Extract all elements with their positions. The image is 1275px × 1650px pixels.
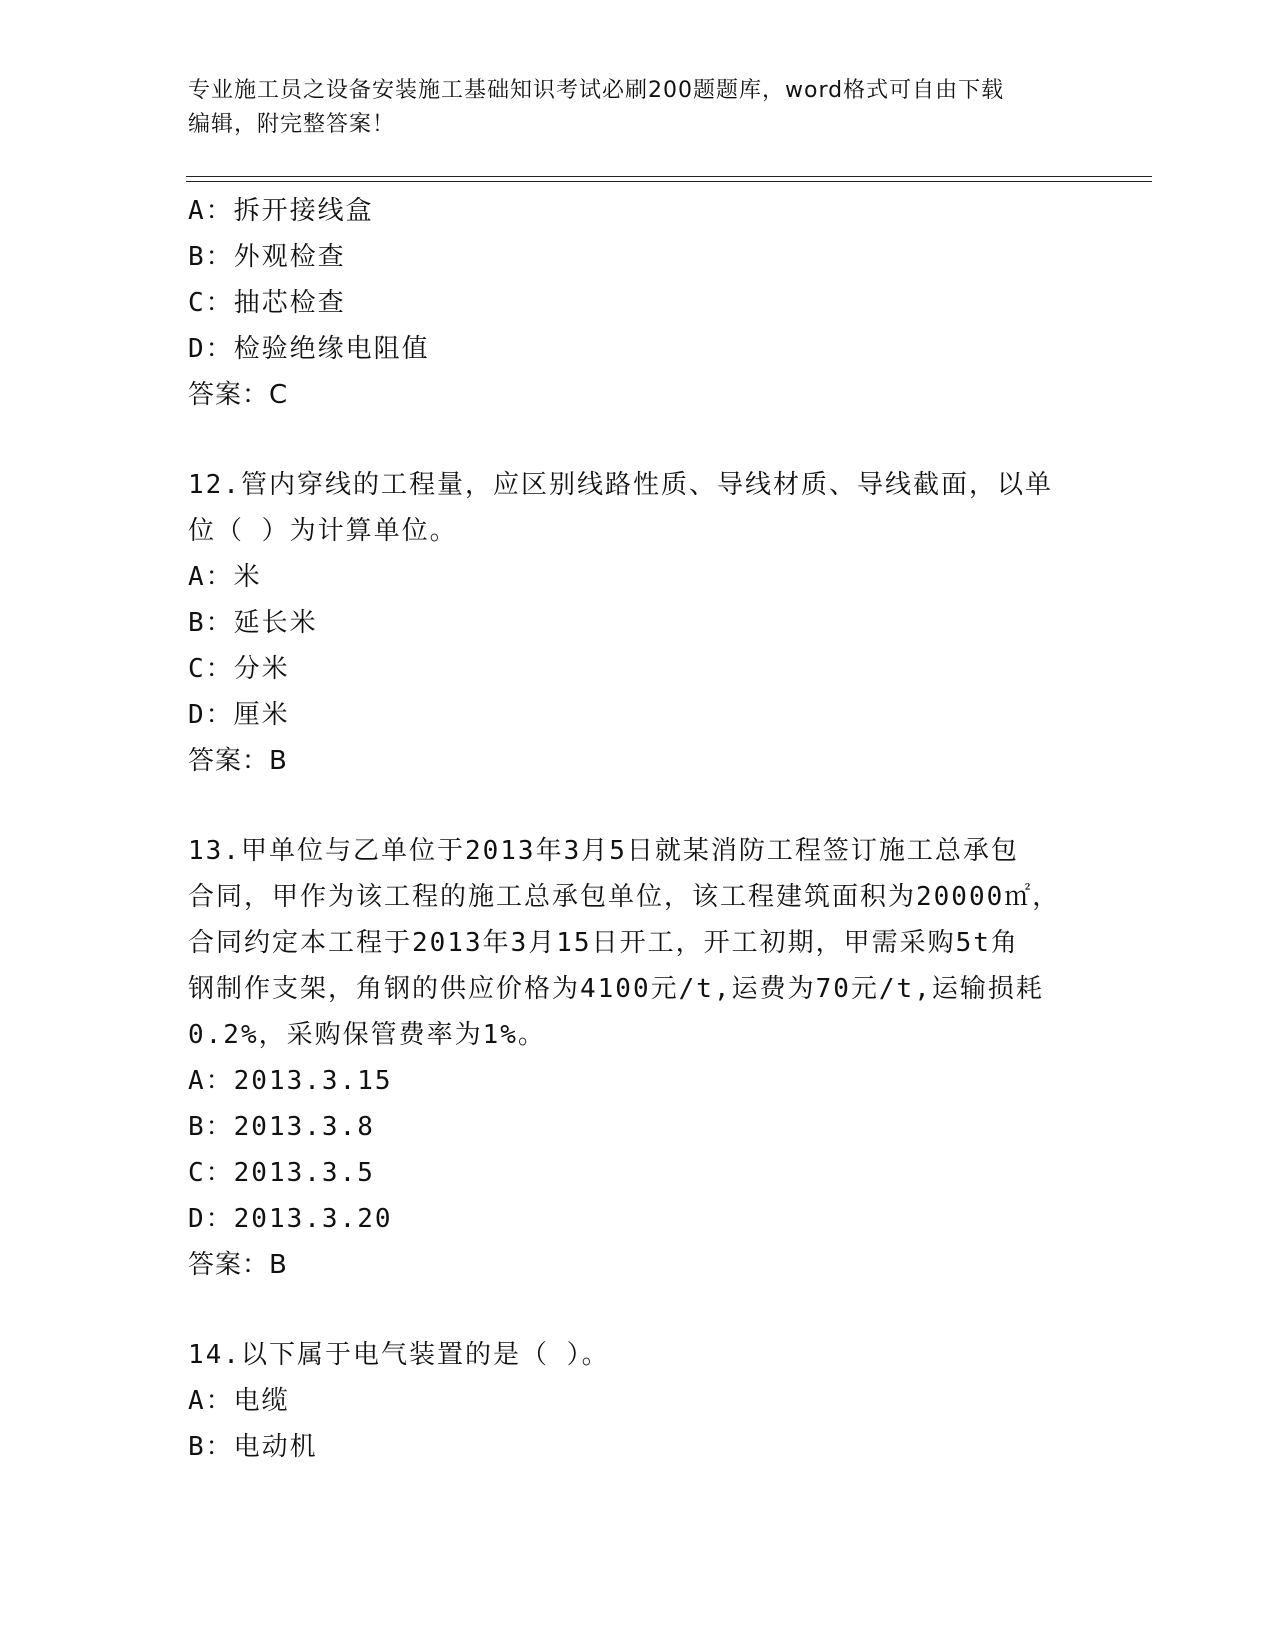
option-b: B：延长米 (188, 608, 318, 638)
answer-line: 答案：B (188, 1250, 288, 1280)
option-c: C：分米 (188, 654, 290, 684)
question-stem-line: 0.2%，采购保管费率为1%。 (188, 1020, 546, 1050)
answer-line: 答案：B (188, 746, 288, 776)
spacer (188, 784, 1088, 828)
spacer (188, 418, 1088, 462)
header-title-line-1: 专业施工员之设备安装施工基础知识考试必刷200题题库，word格式可自由下载 (188, 78, 1005, 103)
option-d: D：厘米 (188, 700, 290, 730)
question-stem-line: 位（ ）为计算单位。 (188, 516, 458, 546)
question-stem-line: 12.管内穿线的工程量，应区别线路性质、导线材质、导线截面，以单 (188, 470, 1053, 500)
option-b: B：2013.3.8 (188, 1112, 375, 1142)
option-a: A：米 (188, 562, 262, 592)
option-d: D：检验绝缘电阻值 (188, 334, 430, 364)
header-title-line-2: 编辑，附完整答案！ (188, 112, 396, 137)
question-stem-line: 14.以下属于电气装置的是（ ）。 (188, 1340, 610, 1370)
option-b: B：外观检查 (188, 242, 346, 272)
option-a: A：拆开接线盒 (188, 196, 374, 226)
question-stem-line: 合同约定本工程于2013年3月15日开工，开工初期，甲需采购5t角 (188, 928, 1019, 958)
question-14-block (188, 1332, 1088, 1470)
question-13-block (188, 828, 1088, 1288)
option-c: C：2013.3.5 (188, 1158, 375, 1188)
document-header (188, 74, 1088, 142)
question-11-block (188, 188, 1088, 418)
question-stem-line: 13.甲单位与乙单位于2013年3月5日就某消防工程签订施工总承包 (188, 836, 1019, 866)
question-stem-line: 钢制作支架，角钢的供应价格为4100元/t,运费为70元/t,运输损耗 (188, 974, 1044, 1004)
answer-line: 答案：C (188, 380, 289, 410)
spacer (188, 1288, 1088, 1332)
option-c: C：抽芯检查 (188, 288, 346, 318)
question-content (188, 188, 1088, 1470)
option-a: A：2013.3.15 (188, 1066, 393, 1096)
option-a: A：电缆 (188, 1386, 290, 1416)
option-d: D：2013.3.20 (188, 1204, 393, 1234)
option-b: B：电动机 (188, 1432, 318, 1462)
question-stem-line: 合同，甲作为该工程的施工总承包单位，该工程建筑面积为20000㎡， (188, 882, 1061, 912)
question-12-block (188, 462, 1088, 784)
header-divider-bottom (186, 181, 1152, 182)
header-divider-top (186, 176, 1152, 177)
